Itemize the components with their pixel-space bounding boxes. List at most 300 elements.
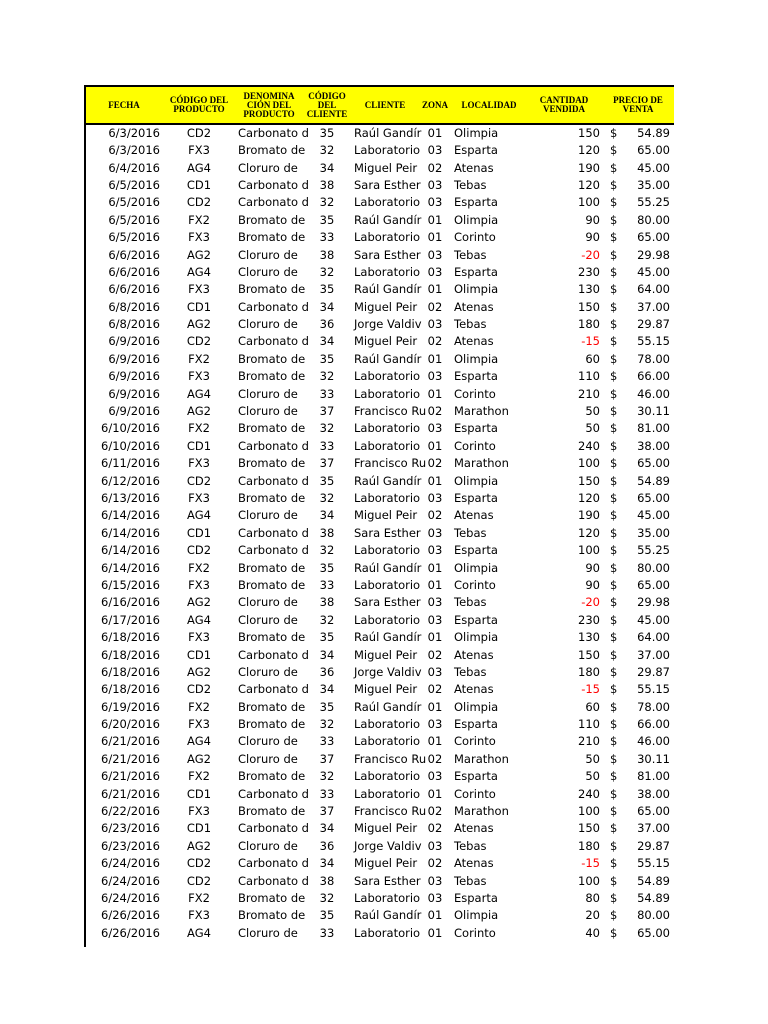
cell-cliente[interactable]: Francisco Ru xyxy=(354,751,427,766)
cell-codigo-producto[interactable]: FX3 xyxy=(188,804,210,819)
cell-precio[interactable] xyxy=(602,507,674,524)
cell-denominacion[interactable]: Bromato de xyxy=(238,212,306,227)
cell-codigo-producto[interactable]: CD1 xyxy=(186,786,212,801)
cell-codigo-producto[interactable]: FX3 xyxy=(188,630,210,645)
cell-zona[interactable]: 03 xyxy=(427,838,443,853)
cell-zona[interactable]: 02 xyxy=(427,751,443,766)
cell-codigo-producto[interactable]: CD2 xyxy=(186,195,212,210)
cell-cantidad[interactable]: 150 xyxy=(578,821,600,836)
cell-fecha[interactable]: 6/23/2016 xyxy=(101,838,160,853)
cell-fecha[interactable]: 6/17/2016 xyxy=(101,612,160,627)
cell-codigo-cliente[interactable]: 32 xyxy=(319,369,335,384)
cell-cantidad[interactable]: 120 xyxy=(578,491,600,505)
cell-localidad[interactable]: Atenas xyxy=(454,821,494,836)
cell-denominacion[interactable]: Carbonato d xyxy=(238,299,309,314)
cell-codigo-producto[interactable]: AG2 xyxy=(187,838,211,853)
cell-cantidad[interactable]: 150 xyxy=(578,299,600,314)
cell-cliente[interactable]: Laboratorio xyxy=(354,230,421,245)
cell-fecha[interactable]: 6/10/2016 xyxy=(101,438,160,453)
cell-cantidad[interactable]: 90 xyxy=(585,577,600,592)
cell-precio[interactable] xyxy=(602,316,674,333)
cell-localidad[interactable]: Esparta xyxy=(454,612,498,627)
cell-precio[interactable] xyxy=(602,438,674,455)
cell-precio[interactable] xyxy=(602,646,674,663)
cell-zona[interactable]: 03 xyxy=(427,317,443,332)
cell-zona[interactable]: 03 xyxy=(427,717,443,732)
cell-cantidad[interactable]: 90 xyxy=(585,212,600,227)
cell-cantidad[interactable]: 100 xyxy=(578,873,600,888)
cell-localidad[interactable]: Atenas xyxy=(454,334,494,349)
cell-localidad[interactable]: Tebas xyxy=(454,838,487,853)
cell-denominacion[interactable]: Cloruro de xyxy=(238,612,298,627)
cell-cantidad[interactable]: 190 xyxy=(578,160,600,175)
cell-zona[interactable]: 02 xyxy=(427,647,443,662)
cell-zona[interactable]: 01 xyxy=(427,577,443,592)
cell-cliente[interactable]: Miguel Peir xyxy=(354,682,418,697)
cell-cantidad[interactable]: 120 xyxy=(578,525,600,540)
cell-codigo-producto[interactable]: AG4 xyxy=(187,264,211,279)
cell-codigo-producto[interactable]: CD2 xyxy=(186,873,212,888)
cell-zona[interactable]: 02 xyxy=(427,160,443,175)
cell-localidad[interactable]: Olimpia xyxy=(454,908,499,923)
cell-denominacion[interactable]: Bromato de xyxy=(238,456,306,471)
cell-codigo-producto[interactable]: AG2 xyxy=(187,595,211,610)
cell-zona[interactable]: 01 xyxy=(427,699,443,714)
cell-zona[interactable]: 02 xyxy=(427,856,443,871)
cell-zona[interactable]: 02 xyxy=(427,682,443,697)
cell-cliente[interactable]: Sara Esther xyxy=(354,595,421,610)
cell-cantidad[interactable]: 240 xyxy=(578,438,600,453)
cell-codigo-producto[interactable]: CD2 xyxy=(186,126,212,140)
cell-fecha[interactable]: 6/6/2016 xyxy=(108,247,160,262)
cell-precio[interactable] xyxy=(602,594,674,611)
cell-codigo-cliente[interactable]: 34 xyxy=(319,856,335,871)
cell-localidad[interactable]: Corinto xyxy=(454,386,496,401)
cell-zona[interactable]: 01 xyxy=(427,212,443,227)
cell-cliente[interactable]: Miguel Peir xyxy=(354,160,418,175)
cell-cliente[interactable]: Laboratorio xyxy=(354,717,421,732)
cell-precio[interactable] xyxy=(602,490,674,507)
cell-zona[interactable]: 01 xyxy=(427,230,443,245)
cell-codigo-cliente[interactable]: 34 xyxy=(319,160,335,175)
cell-fecha[interactable]: 6/18/2016 xyxy=(101,647,160,662)
cell-cantidad[interactable]: 110 xyxy=(578,717,600,732)
cell-codigo-producto[interactable]: AG2 xyxy=(187,751,211,766)
cell-zona[interactable]: 01 xyxy=(427,126,443,140)
cell-denominacion[interactable]: Cloruro de xyxy=(238,386,298,401)
cell-cliente[interactable]: Laboratorio xyxy=(354,386,421,401)
cell-codigo-cliente[interactable]: 33 xyxy=(319,386,335,401)
cell-cliente[interactable]: Raúl Gandír xyxy=(354,908,422,923)
cell-localidad[interactable]: Olimpia xyxy=(454,630,499,645)
cell-zona[interactable]: 03 xyxy=(427,264,443,279)
cell-cliente[interactable]: Laboratorio xyxy=(354,577,421,592)
cell-precio[interactable] xyxy=(602,664,674,681)
cell-localidad[interactable]: Corinto xyxy=(454,786,496,801)
cell-codigo-cliente[interactable]: 34 xyxy=(319,299,335,314)
cell-denominacion[interactable]: Bromato de xyxy=(238,143,306,158)
cell-cliente[interactable]: Sara Esther xyxy=(354,247,421,262)
header-precio[interactable]: PRECIO DE VENTA xyxy=(602,86,674,124)
header-zona[interactable]: ZONA xyxy=(418,86,452,124)
cell-cantidad[interactable]: 90 xyxy=(585,230,600,245)
cell-denominacion[interactable]: Cloruro de xyxy=(238,595,298,610)
cell-denominacion[interactable]: Carbonato d xyxy=(238,334,309,349)
cell-codigo-producto[interactable]: FX2 xyxy=(188,560,210,575)
cell-codigo-cliente[interactable]: 33 xyxy=(319,734,335,749)
header-codigo-producto[interactable]: CÓDIGO DEL PRODUCTO xyxy=(162,86,236,124)
cell-localidad[interactable]: Marathon xyxy=(454,804,509,819)
cell-codigo-producto[interactable]: FX3 xyxy=(188,456,210,471)
cell-fecha[interactable]: 6/11/2016 xyxy=(101,456,160,471)
cell-cliente[interactable]: Francisco Ru xyxy=(354,404,427,419)
cell-cliente[interactable]: Francisco Ru xyxy=(354,804,427,819)
cell-denominacion[interactable]: Carbonato d xyxy=(238,873,309,888)
cell-fecha[interactable]: 6/18/2016 xyxy=(101,682,160,697)
cell-precio[interactable] xyxy=(602,142,674,159)
cell-denominacion[interactable]: Carbonato d xyxy=(238,682,309,697)
cell-fecha[interactable]: 6/6/2016 xyxy=(108,264,160,279)
cell-codigo-cliente[interactable]: 34 xyxy=(319,821,335,836)
cell-codigo-cliente[interactable]: 32 xyxy=(319,612,335,627)
cell-codigo-cliente[interactable]: 32 xyxy=(319,769,335,784)
cell-zona[interactable]: 01 xyxy=(427,560,443,575)
cell-fecha[interactable]: 6/18/2016 xyxy=(101,630,160,645)
cell-precio[interactable] xyxy=(602,629,674,646)
cell-localidad[interactable]: Atenas xyxy=(454,508,494,523)
cell-denominacion[interactable]: Carbonato d xyxy=(238,821,309,836)
cell-fecha[interactable]: 6/13/2016 xyxy=(101,491,160,505)
cell-codigo-cliente[interactable]: 32 xyxy=(319,195,335,210)
cell-codigo-cliente[interactable]: 35 xyxy=(319,212,335,227)
cell-codigo-producto[interactable]: CD2 xyxy=(186,473,212,488)
cell-codigo-producto[interactable]: CD2 xyxy=(186,682,212,697)
cell-cliente[interactable]: Sara Esther xyxy=(354,525,421,540)
cell-codigo-producto[interactable]: CD1 xyxy=(186,299,212,314)
cell-localidad[interactable]: Tebas xyxy=(454,177,487,192)
cell-denominacion[interactable]: Carbonato d xyxy=(238,543,309,558)
cell-codigo-producto[interactable]: FX2 xyxy=(188,212,210,227)
cell-codigo-cliente[interactable]: 35 xyxy=(319,560,335,575)
cell-zona[interactable]: 02 xyxy=(427,456,443,471)
cell-precio[interactable] xyxy=(602,751,674,768)
cell-codigo-cliente[interactable]: 35 xyxy=(319,630,335,645)
cell-codigo-producto[interactable]: CD1 xyxy=(186,177,212,192)
cell-cantidad[interactable]: 20 xyxy=(585,908,600,923)
cell-cliente[interactable]: Raúl Gandír xyxy=(354,473,422,488)
cell-codigo-cliente[interactable]: 32 xyxy=(319,264,335,279)
cell-precio[interactable] xyxy=(602,577,674,594)
cell-denominacion[interactable]: Bromato de xyxy=(238,351,306,366)
header-cliente[interactable]: CLIENTE xyxy=(352,86,418,124)
cell-precio[interactable] xyxy=(602,212,674,229)
cell-denominacion[interactable]: Bromato de xyxy=(238,369,306,384)
cell-codigo-cliente[interactable]: 38 xyxy=(319,177,335,192)
cell-cliente[interactable]: Laboratorio xyxy=(354,734,421,749)
cell-localidad[interactable]: Atenas xyxy=(454,299,494,314)
cell-fecha[interactable]: 6/19/2016 xyxy=(101,699,160,714)
cell-cliente[interactable]: Raúl Gandír xyxy=(354,126,422,140)
cell-cantidad[interactable]: 100 xyxy=(578,456,600,471)
cell-codigo-cliente[interactable]: 32 xyxy=(319,421,335,436)
cell-cliente[interactable]: Raúl Gandír xyxy=(354,699,422,714)
cell-precio[interactable] xyxy=(602,907,674,924)
cell-codigo-producto[interactable]: AG2 xyxy=(187,317,211,332)
cell-zona[interactable]: 03 xyxy=(427,491,443,505)
cell-cantidad[interactable]: 180 xyxy=(578,838,600,853)
cell-precio[interactable] xyxy=(602,385,674,402)
cell-zona[interactable]: 03 xyxy=(427,769,443,784)
cell-localidad[interactable]: Atenas xyxy=(454,647,494,662)
cell-localidad[interactable]: Marathon xyxy=(454,404,509,419)
cell-localidad[interactable]: Atenas xyxy=(454,856,494,871)
cell-zona[interactable]: 01 xyxy=(427,473,443,488)
cell-codigo-producto[interactable]: FX2 xyxy=(188,769,210,784)
cell-cantidad[interactable]: 80 xyxy=(585,890,600,905)
cell-zona[interactable]: 02 xyxy=(427,334,443,349)
cell-codigo-cliente[interactable]: 33 xyxy=(319,230,335,245)
cell-localidad[interactable]: Esparta xyxy=(454,717,498,732)
cell-precio[interactable] xyxy=(602,733,674,750)
cell-localidad[interactable]: Atenas xyxy=(454,682,494,697)
cell-precio[interactable] xyxy=(602,229,674,246)
cell-denominacion[interactable]: Bromato de xyxy=(238,282,306,297)
header-denominacion[interactable]: DENOMINA CIÓN DEL PRODUCTO xyxy=(236,86,302,124)
cell-zona[interactable]: 01 xyxy=(427,908,443,923)
cell-localidad[interactable]: Marathon xyxy=(454,456,509,471)
cell-codigo-producto[interactable]: CD1 xyxy=(186,525,212,540)
cell-cliente[interactable]: Laboratorio xyxy=(354,786,421,801)
cell-fecha[interactable]: 6/15/2016 xyxy=(101,577,160,592)
cell-precio[interactable] xyxy=(602,472,674,489)
cell-fecha[interactable]: 6/18/2016 xyxy=(101,664,160,679)
cell-zona[interactable]: 03 xyxy=(427,247,443,262)
cell-cantidad[interactable]: 50 xyxy=(585,769,600,784)
cell-localidad[interactable]: Corinto xyxy=(454,925,496,940)
cell-cantidad[interactable]: 150 xyxy=(578,647,600,662)
cell-zona[interactable]: 02 xyxy=(427,404,443,419)
cell-precio[interactable] xyxy=(602,246,674,263)
cell-codigo-producto[interactable]: AG4 xyxy=(187,612,211,627)
cell-codigo-producto[interactable]: FX3 xyxy=(188,143,210,158)
cell-cliente[interactable]: Laboratorio xyxy=(354,369,421,384)
cell-precio[interactable] xyxy=(602,820,674,837)
cell-zona[interactable]: 01 xyxy=(427,734,443,749)
header-fecha[interactable]: FECHA xyxy=(86,86,162,124)
cell-cantidad[interactable]: 180 xyxy=(578,317,600,332)
cell-precio[interactable] xyxy=(602,716,674,733)
cell-fecha[interactable]: 6/9/2016 xyxy=(108,334,160,349)
cell-fecha[interactable]: 6/26/2016 xyxy=(101,908,160,923)
cell-precio[interactable] xyxy=(602,177,674,194)
cell-denominacion[interactable]: Cloruro de xyxy=(238,317,298,332)
cell-localidad[interactable]: Corinto xyxy=(454,438,496,453)
cell-codigo-cliente[interactable]: 37 xyxy=(319,404,335,419)
cell-zona[interactable]: 03 xyxy=(427,664,443,679)
cell-cliente[interactable]: Raúl Gandír xyxy=(354,351,422,366)
cell-fecha[interactable]: 6/14/2016 xyxy=(101,543,160,558)
cell-codigo-cliente[interactable]: 38 xyxy=(319,595,335,610)
cell-cantidad[interactable]: -20 xyxy=(581,595,600,610)
cell-precio[interactable] xyxy=(602,542,674,559)
cell-codigo-producto[interactable]: AG4 xyxy=(187,508,211,523)
cell-localidad[interactable]: Tebas xyxy=(454,317,487,332)
cell-cantidad[interactable]: 240 xyxy=(578,786,600,801)
cell-precio[interactable] xyxy=(602,612,674,629)
cell-codigo-producto[interactable]: CD2 xyxy=(186,856,212,871)
cell-fecha[interactable]: 6/14/2016 xyxy=(101,525,160,540)
cell-denominacion[interactable]: Cloruro de xyxy=(238,751,298,766)
cell-precio[interactable] xyxy=(602,803,674,820)
cell-cliente[interactable]: Francisco Ru xyxy=(354,456,427,471)
cell-cliente[interactable]: Miguel Peir xyxy=(354,334,418,349)
cell-cantidad[interactable]: 60 xyxy=(585,351,600,366)
cell-fecha[interactable]: 6/21/2016 xyxy=(101,769,160,784)
cell-codigo-cliente[interactable]: 35 xyxy=(319,473,335,488)
cell-localidad[interactable]: Esparta xyxy=(454,491,498,505)
cell-codigo-cliente[interactable]: 37 xyxy=(319,804,335,819)
cell-codigo-cliente[interactable]: 32 xyxy=(319,491,335,505)
cell-cantidad[interactable]: 100 xyxy=(578,543,600,558)
cell-localidad[interactable]: Esparta xyxy=(454,890,498,905)
cell-localidad[interactable]: Marathon xyxy=(454,751,509,766)
cell-denominacion[interactable]: Bromato de xyxy=(238,769,306,784)
cell-codigo-producto[interactable]: AG2 xyxy=(187,404,211,419)
cell-codigo-cliente[interactable]: 34 xyxy=(319,682,335,697)
cell-codigo-cliente[interactable]: 38 xyxy=(319,247,335,262)
cell-codigo-producto[interactable]: FX3 xyxy=(188,282,210,297)
cell-denominacion[interactable]: Bromato de xyxy=(238,804,306,819)
cell-cantidad[interactable]: 230 xyxy=(578,264,600,279)
cell-cantidad[interactable]: 40 xyxy=(585,925,600,940)
cell-precio[interactable] xyxy=(602,194,674,211)
cell-fecha[interactable]: 6/21/2016 xyxy=(101,786,160,801)
cell-precio[interactable] xyxy=(602,768,674,785)
cell-codigo-producto[interactable]: AG4 xyxy=(187,925,211,940)
cell-denominacion[interactable]: Bromato de xyxy=(238,699,306,714)
cell-zona[interactable]: 03 xyxy=(427,890,443,905)
cell-cantidad[interactable]: -20 xyxy=(581,247,600,262)
cell-codigo-producto[interactable]: AG2 xyxy=(187,247,211,262)
cell-zona[interactable]: 02 xyxy=(427,299,443,314)
cell-codigo-cliente[interactable]: 37 xyxy=(319,456,335,471)
cell-zona[interactable]: 03 xyxy=(427,612,443,627)
cell-codigo-cliente[interactable]: 34 xyxy=(319,334,335,349)
cell-cantidad[interactable]: 50 xyxy=(585,421,600,436)
cell-cantidad[interactable]: 180 xyxy=(578,664,600,679)
cell-denominacion[interactable]: Bromato de xyxy=(238,717,306,732)
cell-fecha[interactable]: 6/5/2016 xyxy=(108,177,160,192)
cell-codigo-cliente[interactable]: 34 xyxy=(319,508,335,523)
cell-cliente[interactable]: Laboratorio xyxy=(354,421,421,436)
cell-precio[interactable] xyxy=(602,455,674,472)
cell-fecha[interactable]: 6/23/2016 xyxy=(101,821,160,836)
cell-codigo-producto[interactable]: AG2 xyxy=(187,664,211,679)
cell-fecha[interactable]: 6/16/2016 xyxy=(101,595,160,610)
cell-cantidad[interactable]: 100 xyxy=(578,804,600,819)
cell-zona[interactable]: 01 xyxy=(427,282,443,297)
cell-codigo-producto[interactable]: FX3 xyxy=(188,717,210,732)
cell-codigo-producto[interactable]: FX2 xyxy=(188,890,210,905)
cell-codigo-cliente[interactable]: 35 xyxy=(319,351,335,366)
cell-denominacion[interactable]: Carbonato d xyxy=(238,195,309,210)
cell-cantidad[interactable]: 60 xyxy=(585,699,600,714)
cell-cantidad[interactable]: 100 xyxy=(578,195,600,210)
cell-cliente[interactable]: Laboratorio xyxy=(354,925,421,940)
cell-localidad[interactable]: Tebas xyxy=(454,247,487,262)
cell-cliente[interactable]: Miguel Peir xyxy=(354,299,418,314)
cell-precio[interactable] xyxy=(602,525,674,542)
cell-cliente[interactable]: Laboratorio xyxy=(354,769,421,784)
cell-codigo-cliente[interactable]: 35 xyxy=(319,699,335,714)
cell-zona[interactable]: 01 xyxy=(427,438,443,453)
cell-fecha[interactable]: 6/24/2016 xyxy=(101,873,160,888)
cell-cliente[interactable]: Raúl Gandír xyxy=(354,282,422,297)
cell-denominacion[interactable]: Cloruro de xyxy=(238,508,298,523)
cell-denominacion[interactable]: Carbonato d xyxy=(238,473,309,488)
cell-codigo-producto[interactable]: FX3 xyxy=(188,577,210,592)
cell-localidad[interactable]: Esparta xyxy=(454,195,498,210)
cell-cantidad[interactable]: 150 xyxy=(578,126,600,140)
cell-codigo-producto[interactable]: FX3 xyxy=(188,369,210,384)
cell-cliente[interactable]: Laboratorio xyxy=(354,264,421,279)
header-localidad[interactable]: LOCALIDAD xyxy=(452,86,526,124)
cell-zona[interactable]: 02 xyxy=(427,508,443,523)
cell-cliente[interactable]: Laboratorio xyxy=(354,491,421,505)
cell-codigo-producto[interactable]: AG4 xyxy=(187,160,211,175)
cell-cliente[interactable]: Laboratorio xyxy=(354,438,421,453)
cell-denominacion[interactable]: Carbonato d xyxy=(238,438,309,453)
cell-codigo-cliente[interactable]: 32 xyxy=(319,890,335,905)
cell-cantidad[interactable]: 190 xyxy=(578,508,600,523)
header-codigo-cliente[interactable]: CÓDIGO DEL CLIENTE xyxy=(302,86,352,124)
cell-cantidad[interactable]: 50 xyxy=(585,404,600,419)
cell-codigo-cliente[interactable]: 36 xyxy=(319,838,335,853)
cell-codigo-cliente[interactable]: 35 xyxy=(319,908,335,923)
cell-fecha[interactable]: 6/26/2016 xyxy=(101,925,160,940)
cell-cliente[interactable]: Laboratorio xyxy=(354,612,421,627)
cell-codigo-cliente[interactable]: 33 xyxy=(319,577,335,592)
cell-cantidad[interactable]: -15 xyxy=(581,856,600,871)
cell-localidad[interactable]: Corinto xyxy=(454,734,496,749)
cell-localidad[interactable]: Olimpia xyxy=(454,212,499,227)
cell-cliente[interactable]: Miguel Peir xyxy=(354,856,418,871)
cell-zona[interactable]: 03 xyxy=(427,873,443,888)
cell-denominacion[interactable]: Cloruro de xyxy=(238,925,298,940)
cell-codigo-cliente[interactable]: 33 xyxy=(319,786,335,801)
cell-denominacion[interactable]: Bromato de xyxy=(238,908,306,923)
cell-precio[interactable] xyxy=(602,368,674,385)
cell-localidad[interactable]: Olimpia xyxy=(454,560,499,575)
cell-precio[interactable] xyxy=(602,420,674,437)
cell-precio[interactable] xyxy=(602,855,674,872)
cell-fecha[interactable]: 6/9/2016 xyxy=(108,369,160,384)
cell-denominacion[interactable]: Bromato de xyxy=(238,230,306,245)
cell-localidad[interactable]: Esparta xyxy=(454,769,498,784)
cell-codigo-producto[interactable]: FX3 xyxy=(188,230,210,245)
cell-codigo-producto[interactable]: CD2 xyxy=(186,543,212,558)
cell-codigo-producto[interactable]: AG4 xyxy=(187,734,211,749)
cell-cliente[interactable]: Laboratorio xyxy=(354,890,421,905)
cell-codigo-cliente[interactable]: 34 xyxy=(319,647,335,662)
cell-codigo-producto[interactable]: FX2 xyxy=(188,351,210,366)
cell-fecha[interactable]: 6/5/2016 xyxy=(108,195,160,210)
cell-fecha[interactable]: 6/14/2016 xyxy=(101,560,160,575)
cell-precio[interactable] xyxy=(602,159,674,176)
cell-cantidad[interactable]: 90 xyxy=(585,560,600,575)
cell-fecha[interactable]: 6/10/2016 xyxy=(101,421,160,436)
cell-cantidad[interactable]: 50 xyxy=(585,751,600,766)
